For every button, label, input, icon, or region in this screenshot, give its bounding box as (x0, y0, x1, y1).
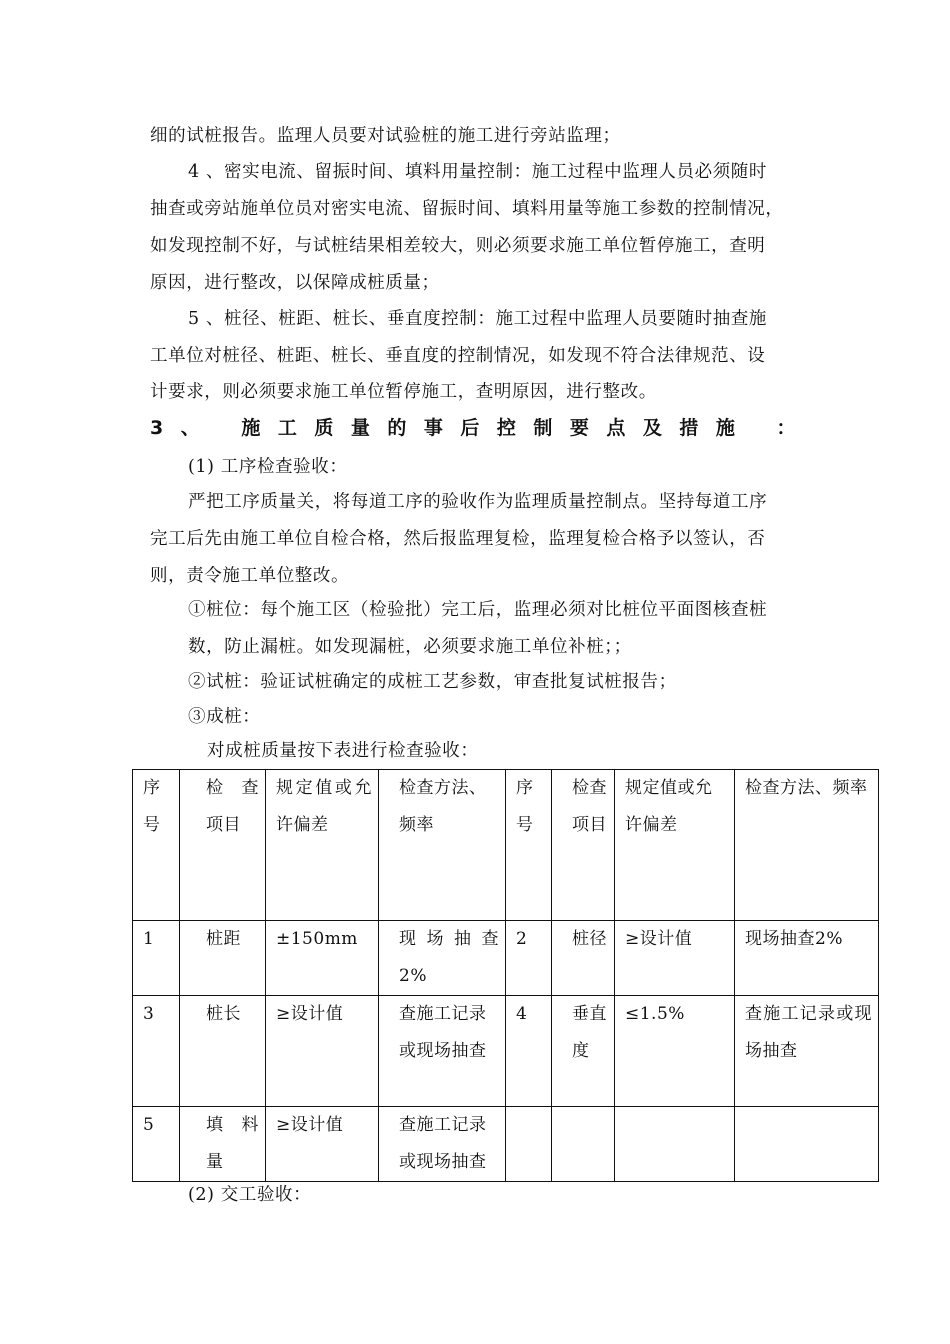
paragraph-line: 抽查或旁站施单位员对密实电流、留振时间、填料用量等施工参数的控制情况， (150, 199, 784, 219)
inspection-table (132, 769, 879, 1182)
paragraph-line: 数，防止漏桩。如发现漏桩，必须要求施工单位补桩；； (188, 637, 632, 657)
table-header-cell: 检查方法、频率 (735, 770, 879, 921)
table-header-cell: 检 查项目 (180, 770, 266, 921)
table-cell (615, 1107, 735, 1182)
table-cell: ≥设计值 (266, 1107, 379, 1182)
table-cell: 查施工记录或现场抽查 (379, 1107, 506, 1182)
table-header-cell: 序号 (506, 770, 552, 921)
table-cell: ≥设计值 (615, 921, 735, 996)
table-row (133, 921, 879, 996)
table-cell: 桩距 (180, 921, 266, 996)
paragraph-line: 如发现控制不好，与试桩结果相差较大，则必须要求施工单位暂停施工，查明 (150, 236, 766, 256)
table-row (133, 996, 879, 1107)
paragraph-line: 细的试桩报告。监理人员要对试验桩的施工进行旁站监理； (150, 126, 621, 146)
section-heading: 3、 施工质量的事后控制要点及措施 ： (150, 417, 813, 439)
table-cell: 查施工记录或现场抽查 (379, 996, 506, 1107)
paragraph-line: ③成桩： (188, 707, 261, 727)
table-header-cell: 序号 (133, 770, 180, 921)
table-cell: ±150mm (266, 921, 379, 996)
table-row (133, 1107, 879, 1182)
table-cell: 查施工记录或现场抽查 (735, 996, 879, 1107)
table-header-row (133, 770, 879, 921)
paragraph-line: 计要求，则必须要求施工单位暂停施工，查明原因，进行整改。 (150, 382, 657, 402)
table-cell: 5 (133, 1107, 180, 1182)
table-header-cell: 检查方法、频率 (379, 770, 506, 921)
table-cell (506, 1107, 552, 1182)
table-cell: 1 (133, 921, 180, 996)
table-cell: 现 场 抽 查2% (379, 921, 506, 996)
paragraph-line: ②试桩：验证试桩确定的成桩工艺参数，审查批复试桩报告； (188, 672, 677, 692)
table-cell: ≤1.5% (615, 996, 735, 1107)
paragraph-line: 工单位对桩径、桩距、桩长、垂直度的控制情况，如发现不符合法律规范、设 (150, 346, 766, 366)
subheading: (2) 交工验收： (188, 1185, 312, 1205)
table-cell: 桩长 (180, 996, 266, 1107)
table-cell: 3 (133, 996, 180, 1107)
table-cell: 桩径 (552, 921, 615, 996)
paragraph-line: 完工后先由施工单位自检合格，然后报监理复检，监理复检合格予以签认，否 (150, 529, 766, 549)
paragraph-line: 4 、密实电流、留振时间、填料用量控制：施工过程中监理人员必须随时 (188, 162, 767, 182)
table-cell: 填 料量 (180, 1107, 266, 1182)
table-cell: 现场抽查2% (735, 921, 879, 996)
table-cell: 4 (506, 996, 552, 1107)
paragraph-line: 对成桩质量按下表进行检查验收： (207, 741, 479, 761)
paragraph-line: 则，责令施工单位整改。 (150, 566, 350, 586)
table-header-cell: 规定值或允许偏差 (266, 770, 379, 921)
paragraph-line: ①桩位：每个施工区（检验批）完工后，监理必须对比桩位平面图核查桩 (188, 600, 768, 620)
table-cell: 2 (506, 921, 552, 996)
table-cell (552, 1107, 615, 1182)
table-cell: ≥设计值 (266, 996, 379, 1107)
paragraph-line: 原因，进行整改，以保障成桩质量； (150, 273, 440, 293)
subheading: (1) 工序检查验收： (188, 457, 348, 477)
table-cell (735, 1107, 879, 1182)
paragraph-line: 严把工序质量关，将每道工序的验收作为监理质量控制点。坚持每道工序 (188, 492, 768, 512)
table-header-cell: 规定值或允许偏差 (615, 770, 735, 921)
paragraph-line: 5 、桩径、桩距、桩长、垂直度控制：施工过程中监理人员要随时抽查施 (188, 309, 767, 329)
table-header-cell: 检查项目 (552, 770, 615, 921)
table-cell: 垂直度 (552, 996, 615, 1107)
